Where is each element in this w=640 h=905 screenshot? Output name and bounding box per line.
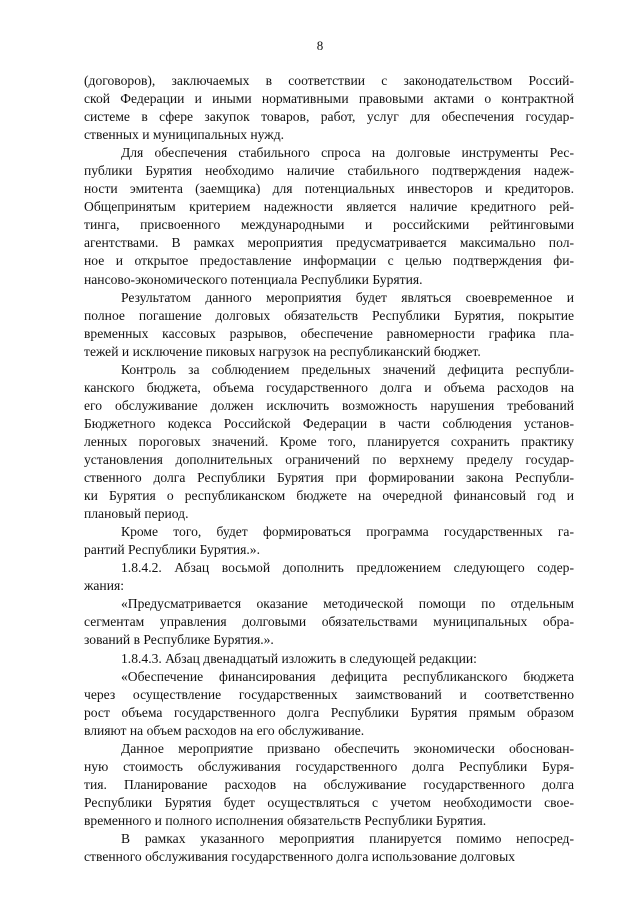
text-line: нансово-экономического потенциала Республики Бурятия. <box>84 271 423 287</box>
text-line: «Предусматривается оказание методической помощи по отдельным <box>121 596 574 612</box>
text-line: канского бюджета, объема государственного долга и объема расходов на <box>84 379 574 395</box>
text-line: системе в сфере закупок товаров, работ, услуг для обеспечения государ- <box>84 109 574 125</box>
paragraph <box>84 650 574 668</box>
text-line: Для обеспечения стабильного спроса на долговые инструменты Рес- <box>121 145 574 161</box>
text-line: временных кассовых разрывов, обеспечение равномерности графика пла- <box>84 325 574 341</box>
text-line: Кроме того, будет формироваться программа государственных га- <box>121 524 574 540</box>
text-line: ную стоимость обслуживания государственного долга Республики Буря- <box>84 758 574 774</box>
paragraph <box>84 361 574 523</box>
text-line: «Обеспечение финансирования дефицита республиканского бюджета <box>121 668 574 684</box>
text-line: через осуществление государственных заимствований и соответственно <box>84 686 574 702</box>
paragraph <box>84 289 574 361</box>
text-line: плановый период. <box>84 506 189 522</box>
paragraph <box>84 72 574 144</box>
text-line: Общепринятым критерием надежности является наличие кредитного рей- <box>84 199 574 215</box>
paragraph <box>84 740 574 830</box>
paragraph <box>84 144 574 288</box>
text-line: Республики Бурятия будет осуществляться с учетом необходимости свое- <box>84 794 574 810</box>
paragraph <box>84 523 574 559</box>
text-line: рост объема государственного долга Республики Бурятия прямым образом <box>84 704 574 720</box>
text-line: тинга, присвоенного международными и российскими рейтинговыми <box>84 217 574 233</box>
text-line: жания: <box>84 578 125 594</box>
text-line: сегментам управления долговыми обязательствами муниципальных обра- <box>84 614 574 630</box>
text-line: влияют на объем расходов на его обслуживание. <box>84 722 365 738</box>
text-line: ки Бурятия о республиканском бюджете на очередной финансовый год и <box>84 488 574 504</box>
text-line: ное и открытое предоставление информации с целью подтверждения фи- <box>84 253 574 269</box>
text-line: агентствами. В рамках мероприятия предусматривается максимально пол- <box>84 235 574 251</box>
text-line: ственного обслуживания государственного долга использование долговых <box>84 849 516 865</box>
text-line: зований в Республике Бурятия.». <box>84 632 274 648</box>
paragraph <box>84 668 574 740</box>
paragraph <box>84 559 574 595</box>
text-line: ственных и муниципальных нужд. <box>84 127 285 143</box>
text-line: полное погашение долговых обязательств Республики Бурятия, покрытие <box>84 307 574 323</box>
paragraph <box>84 830 574 866</box>
page-number: 8 <box>316 38 324 53</box>
text-line: В рамках указанного мероприятия планируется помимо непосред- <box>121 830 574 846</box>
text-line: Данное мероприятие призвано обеспечить экономически обоснован- <box>121 740 574 756</box>
text-line: установления дополнительных ограничений по верхнему пределу государ- <box>84 451 574 467</box>
text-line: 1.8.4.3. Абзац двенадцатый изложить в следующей редакции: <box>121 650 477 666</box>
text-line: Контроль за соблюдением предельных значений дефицита республи- <box>121 361 574 377</box>
text-line: ской Федерации и иными нормативными правовыми актами о контрактной <box>84 91 574 107</box>
text-line: Бюджетного кодекса Российской Федерации в части соблюдения установ- <box>84 415 574 431</box>
text-line: 1.8.4.2. Абзац восьмой дополнить предложением следующего содер- <box>121 560 574 576</box>
text-line: рантий Республики Бурятия.». <box>84 542 260 558</box>
document-body <box>84 72 574 866</box>
text-line: ленных пороговых значений. Кроме того, планируется сохранить практику <box>84 433 574 449</box>
text-line: ственного долга Республики Бурятия при формировании закона Республи- <box>84 470 574 486</box>
text-line: тежей и исключение пиковых нагрузок на республиканский бюджет. <box>84 343 481 359</box>
text-line: временного и полного исполнения обязательств Республики Бурятия. <box>84 812 487 828</box>
text-line: ности эмитента (заемщика) для потенциальных инвесторов и кредиторов. <box>84 181 574 197</box>
text-line: тия. Планирование расходов на обслуживание государственного долга <box>84 776 574 792</box>
text-line: Результатом данного мероприятия будет являться своевременное и <box>121 289 574 305</box>
text-line: его обслуживание должен исключить возможность нарушения требований <box>84 397 574 413</box>
paragraph <box>84 595 574 649</box>
text-line: публики Бурятия необходимо наличие стабильного подтверждения надеж- <box>84 163 574 179</box>
text-line: (договоров), заключаемых в соответствии с законодательством Россий- <box>84 73 574 88</box>
